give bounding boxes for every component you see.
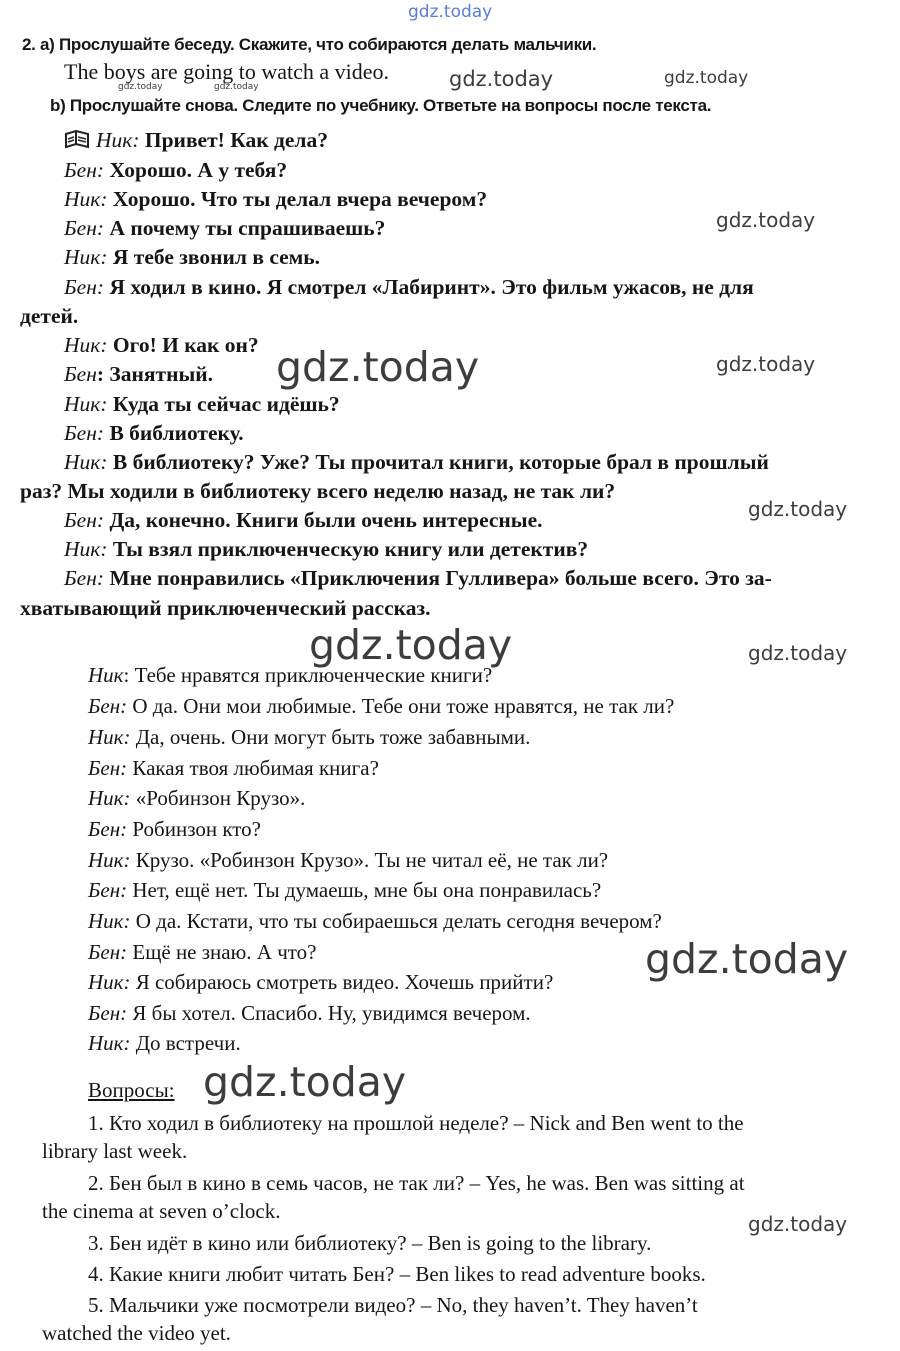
watermark: gdz.today [664, 68, 749, 88]
line-text: : Тебе нравятся приключенческие книги? [123, 663, 493, 687]
speaker: Ник: [64, 187, 108, 211]
watermark: gdz.today [449, 67, 554, 91]
watermark: gdz.today [716, 208, 816, 232]
speaker: Ник: [88, 848, 131, 872]
question-line: 4. Какие книги любит читать Бен? – Ben likes to read adventure books. [88, 1262, 706, 1286]
speaker: Ник: [88, 1031, 131, 1055]
speaker: Ник [88, 663, 124, 687]
question-line: 2. Бен был в кино в семь часов, не так ли? – Yes, he was. Ben was sitting at [88, 1171, 745, 1195]
speaker: Бен: [64, 158, 105, 182]
speaker: Бен: [64, 275, 105, 299]
speaker: Бен: [88, 878, 128, 902]
watermark-small: gdz.today [214, 82, 259, 92]
dialogue-line [64, 243, 320, 271]
question-line: 3. Бен идёт в кино или библиотеку? – Ben is going to the library. [88, 1231, 652, 1255]
question-line: the cinema at seven o’clock. [42, 1199, 281, 1223]
speaker: Ник: [88, 786, 131, 810]
dialogue-line [64, 126, 328, 154]
watermark: gdz.today [716, 352, 816, 376]
dialogue-line [64, 506, 543, 534]
speaker: Ник: [88, 970, 131, 994]
dialogue-line [88, 692, 674, 720]
watermark: gdz.today [748, 497, 848, 521]
dialogue-line [88, 876, 601, 904]
dialogue-line [64, 390, 340, 418]
dialogue-line [20, 302, 78, 330]
line-text: Да, конечно. Книги были очень интересные. [104, 508, 543, 532]
dialogue-line [20, 594, 430, 622]
line-text: Ты взял приключенческую книгу или детектив? [107, 537, 589, 561]
line-text: А почему ты спрашиваешь? [104, 216, 386, 240]
speaker: Бен: [88, 694, 128, 718]
questions-heading: Вопросы: [88, 1078, 175, 1102]
dialogue-line [88, 938, 317, 966]
speaker: Ник: [64, 537, 108, 561]
dialogue-line [64, 273, 754, 301]
speaker: Бен [64, 362, 97, 386]
line-text: В библиотеку? Уже? Ты прочитал книги, которые брал в прошлый [107, 450, 769, 474]
line-text: : Занятный. [96, 362, 214, 386]
watermark-top: gdz.today [408, 2, 493, 22]
dialogue-line [88, 661, 492, 689]
dialogue-line [88, 907, 662, 935]
speaker: Бен: [64, 421, 105, 445]
speaker: Бен: [88, 817, 128, 841]
dialogue-line [88, 1029, 241, 1057]
line-text: детей. [20, 304, 79, 328]
line-text: О да. Они мои любимые. Тебе они тоже нравятся, не так ли? [127, 694, 675, 718]
dialogue-line [64, 448, 769, 476]
watermark: gdz.today [748, 1212, 848, 1236]
task-a-answer: The boys are going to watch a video. [64, 59, 390, 84]
dialogue-line [88, 754, 379, 782]
watermark-large: gdz.today [309, 621, 513, 669]
dialogue-line [88, 784, 305, 812]
line-text: Ещё не знаю. А что? [127, 940, 317, 964]
line-text: хватывающий приключенческий рассказ. [20, 596, 431, 620]
line-text: Крузо. «Робинзон Крузо». Ты не читал её, не так ли? [130, 848, 609, 872]
speaker: Ник: [64, 245, 108, 269]
dialogue-line [64, 419, 244, 447]
dialogue-line [64, 214, 385, 242]
speaker: Бен: [88, 1001, 128, 1025]
line-text: раз? Мы ходили в библиотеку всего неделю назад, не так ли? [20, 479, 616, 503]
line-text: О да. Кстати, что ты собираешься делать сегодня вечером? [130, 909, 662, 933]
line-text: Да, очень. Они могут быть тоже забавными. [130, 725, 531, 749]
dialogue-line [64, 360, 213, 388]
line-text: Какая твоя любимая книга? [127, 756, 379, 780]
dialogue-line [64, 185, 487, 213]
speaker: Бен: [88, 940, 128, 964]
task-b-heading: b) Прослушайте снова. Следите по учебнику. Ответьте на вопросы после текста. [50, 96, 712, 115]
question-line: 1. Кто ходил в библиотеку на прошлой неделе? – Nick and Ben went to the [88, 1111, 744, 1135]
dialogue-line [88, 846, 608, 874]
book-icon [64, 129, 90, 149]
line-text: Хорошо. Что ты делал вчера вечером? [107, 187, 488, 211]
watermark: gdz.today [748, 641, 848, 665]
watermark-small: gdz.today [118, 82, 163, 92]
line-text: «Робинзон Крузо». [130, 786, 306, 810]
dialogue-line [88, 999, 531, 1027]
dialogue-line [88, 968, 553, 996]
speaker: Ник: [88, 909, 131, 933]
dialogue-line [88, 723, 530, 751]
line-text: Я бы хотел. Спасибо. Ну, увидимся вечером. [127, 1001, 531, 1025]
speaker: Бен: [64, 216, 105, 240]
speaker: Бен: [88, 756, 128, 780]
line-text: Привет! Как дела? [139, 128, 328, 152]
line-text: В библиотеку. [104, 421, 244, 445]
task-a-heading: 2. a) Прослушайте беседу. Скажите, что собираются делать мальчики. [22, 35, 597, 54]
watermark-large: gdz.today [645, 935, 849, 983]
dialogue-line [64, 564, 772, 592]
line-text: Нет, ещё нет. Ты думаешь, мне бы она понравилась? [127, 878, 602, 902]
speaker: Ник: [88, 725, 131, 749]
line-text: Я собираюсь смотреть видео. Хочешь прийти? [130, 970, 554, 994]
question-line: library last week. [42, 1139, 188, 1163]
line-text: Хорошо. А у тебя? [104, 158, 288, 182]
speaker: Ник: [64, 450, 108, 474]
line-text: Мне понравились «Приключения Гулливера» больше всего. Это за- [104, 566, 772, 590]
speaker: Бен: [64, 566, 105, 590]
question-line: watched the video yet. [42, 1321, 231, 1345]
dialogue-line [64, 156, 287, 184]
dialogue-line [88, 815, 261, 843]
line-text: Робинзон кто? [127, 817, 261, 841]
line-text: Я ходил в кино. Я смотрел «Лабиринт». Это фильм ужасов, не для [104, 275, 754, 299]
speaker: Ник: [64, 392, 108, 416]
dialogue-line [64, 535, 588, 563]
line-text: Я тебе звонил в семь. [107, 245, 321, 269]
line-text: Ого! И как он? [107, 333, 259, 357]
speaker: Ник: [96, 128, 140, 152]
question-line: 5. Мальчики уже посмотрели видео? – No, they haven’t. They haven’t [88, 1293, 698, 1317]
watermark-large: gdz.today [203, 1058, 407, 1106]
speaker: Бен: [64, 508, 105, 532]
speaker: Ник: [64, 333, 108, 357]
dialogue-line [64, 331, 259, 359]
line-text: До встречи. [130, 1031, 241, 1055]
dialogue-line [20, 477, 615, 505]
watermark-large: gdz.today [276, 343, 480, 391]
line-text: Куда ты сейчас идёшь? [107, 392, 340, 416]
